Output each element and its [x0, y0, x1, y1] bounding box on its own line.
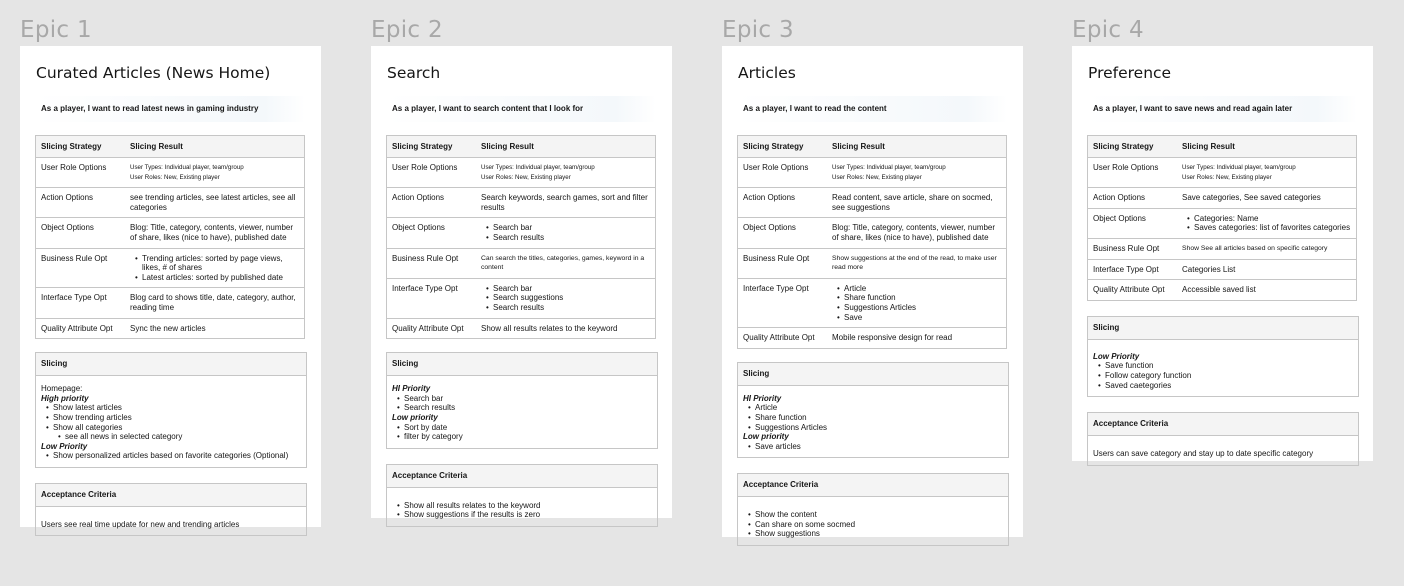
acceptance-title: Acceptance Criteria	[387, 465, 657, 488]
row-key: Business Rule Opt	[738, 248, 828, 278]
header-result: Slicing Result	[1177, 136, 1357, 158]
list-item: • filter by category	[404, 432, 652, 442]
slicing-title: Slicing	[1088, 317, 1358, 340]
row-key: Action Options	[387, 188, 477, 218]
acceptance-title: Acceptance Criteria	[36, 484, 306, 507]
header-strategy: Slicing Strategy	[36, 136, 126, 158]
row-key: User Role Options	[387, 158, 477, 188]
acceptance-box	[386, 464, 658, 527]
low-priority-label: Low Priority	[41, 441, 88, 451]
table-row	[387, 158, 656, 188]
row-value: Show all results relates to the keyword	[476, 318, 656, 339]
table-row	[36, 288, 305, 318]
table-row	[738, 328, 1007, 349]
slicing-body	[36, 376, 306, 467]
row-value: Blog: Title, category, contents, viewer, number of share, likes (nice to have), published date	[827, 218, 1007, 248]
slicing-table	[386, 135, 656, 339]
row-key: Object Options	[1088, 208, 1178, 238]
list-item: • Saved caetegories	[1105, 381, 1353, 391]
list-item: • Share function	[844, 293, 1001, 303]
table-row	[36, 188, 305, 218]
user-types: User Types: Individual player, team/group	[832, 164, 946, 171]
acceptance-box	[1087, 412, 1359, 466]
card-title: Curated Articles (News Home)	[36, 64, 271, 82]
list-item: • Show suggestions if the results is zero	[404, 510, 652, 520]
list-item: • Follow category function	[1105, 371, 1353, 381]
row-value	[476, 278, 656, 318]
slicing-box	[1087, 316, 1359, 397]
row-key: Object Options	[387, 218, 477, 248]
row-key: Business Rule Opt	[1088, 238, 1178, 259]
slicing-box	[386, 352, 658, 449]
list-item: • Show the content	[755, 510, 1003, 520]
card-title: Preference	[1088, 64, 1172, 82]
row-value	[1177, 208, 1357, 238]
user-types: User Types: Individual player, team/group	[481, 164, 595, 171]
header-result: Slicing Result	[827, 136, 1007, 158]
card-title: Articles	[738, 64, 796, 82]
table-row	[1088, 280, 1357, 301]
list-item: • Suggestions Articles	[755, 423, 1003, 433]
slicing-box	[737, 362, 1009, 459]
row-key: Interface Type Opt	[1088, 259, 1178, 280]
table-row	[738, 278, 1007, 327]
user-story: As a player, I want to save news and read again later	[1087, 96, 1357, 122]
low-priority-label: Low priority	[392, 412, 438, 422]
row-key: Quality Attribute Opt	[387, 318, 477, 339]
row-value: Can search the titles, categories, games, keyword in a content	[476, 248, 656, 278]
row-key: User Role Options	[36, 158, 126, 188]
row-value: see trending articles, see latest articles, see all categories	[125, 188, 305, 218]
list-item: • Show latest articles	[53, 403, 301, 413]
row-key: Interface Type Opt	[36, 288, 126, 318]
row-value	[1177, 158, 1357, 188]
list-item: • Sort by date	[404, 423, 652, 433]
slicing-table	[35, 135, 305, 339]
row-value	[125, 248, 305, 288]
table-row	[36, 248, 305, 288]
list-item: • Search bar	[493, 284, 650, 294]
user-story: As a player, I want to search content that I look for	[386, 96, 656, 122]
acceptance-body	[387, 488, 657, 526]
table-header-row	[738, 136, 1007, 158]
acceptance-box	[35, 483, 307, 537]
list-item: • Show suggestions	[755, 529, 1003, 539]
low-priority-label: Low Priority	[1093, 351, 1140, 361]
list-item: • Trending articles: sorted by page views, likes, # of shares	[142, 254, 299, 273]
user-types: User Types: Individual player, team/group	[1182, 164, 1296, 171]
slicing-title: Slicing	[36, 353, 306, 376]
row-key: Action Options	[36, 188, 126, 218]
list-item: • Categories: Name	[1194, 214, 1351, 224]
list-item: • Suggestions Articles	[844, 303, 1001, 313]
row-key: Object Options	[738, 218, 828, 248]
list-item: • Show all categories	[53, 423, 301, 433]
epic-card	[20, 46, 321, 527]
row-value: Sync the new articles	[125, 318, 305, 339]
table-row	[1088, 238, 1357, 259]
user-roles: User Roles: New, Existing player	[1182, 173, 1272, 181]
slicing-title: Slicing	[387, 353, 657, 376]
list-item: • Show all results relates to the keyword	[404, 501, 652, 511]
slicing-table	[737, 135, 1007, 349]
row-value: Accessible saved list	[1177, 280, 1357, 301]
table-row	[1088, 188, 1357, 209]
header-strategy: Slicing Strategy	[738, 136, 828, 158]
table-row	[738, 158, 1007, 188]
list-item: • Search results	[493, 233, 650, 243]
row-value	[125, 158, 305, 188]
user-roles: User Roles: New, Existing player	[832, 173, 922, 181]
table-row	[387, 188, 656, 218]
row-key: Interface Type Opt	[738, 278, 828, 327]
table-row	[36, 218, 305, 248]
list-item: • Share function	[755, 413, 1003, 423]
slicing-body	[1088, 340, 1358, 396]
row-value: Read content, save article, share on socmed, see suggestions	[827, 188, 1007, 218]
row-key: Action Options	[1088, 188, 1178, 209]
row-key: User Role Options	[738, 158, 828, 188]
sub-list-item: • see all news in selected category	[65, 432, 301, 442]
row-key: Business Rule Opt	[387, 248, 477, 278]
list-item: • Can share on some socmed	[755, 520, 1003, 530]
list-item: • Search suggestions	[493, 293, 650, 303]
table-row	[36, 318, 305, 339]
header-strategy: Slicing Strategy	[387, 136, 477, 158]
table-row	[387, 278, 656, 318]
row-value: Search keywords, search games, sort and filter results	[476, 188, 656, 218]
slicing-title: Slicing	[738, 363, 1008, 386]
list-item: • Search bar	[493, 223, 650, 233]
row-key: Business Rule Opt	[36, 248, 126, 288]
list-item: • Search results	[404, 403, 652, 413]
table-header-row	[36, 136, 305, 158]
list-item: • Article	[844, 284, 1001, 294]
row-key: User Role Options	[1088, 158, 1178, 188]
row-value: Save categories, See saved categories	[1177, 188, 1357, 209]
header-result: Slicing Result	[476, 136, 656, 158]
epic-card	[371, 46, 672, 518]
row-key: Quality Attribute Opt	[36, 318, 126, 339]
row-key: Action Options	[738, 188, 828, 218]
acceptance-box	[737, 473, 1009, 546]
slicing-intro: Homepage:	[41, 384, 83, 394]
table-row	[1088, 158, 1357, 188]
user-story: As a player, I want to read latest news in gaming industry	[35, 96, 305, 122]
table-row	[36, 158, 305, 188]
card-title: Search	[387, 64, 441, 82]
row-value: Categories List	[1177, 259, 1357, 280]
epic-label: Epic 3	[722, 17, 794, 43]
high-priority-label: HI Priority	[392, 384, 431, 394]
table-row	[387, 248, 656, 278]
row-value: Show See all articles based on specific category	[1177, 238, 1357, 259]
row-key: Quality Attribute Opt	[738, 328, 828, 349]
epic-label: Epic 1	[20, 17, 92, 43]
list-item: • Save function	[1105, 361, 1353, 371]
user-story: As a player, I want to read the content	[737, 96, 1007, 122]
slicing-body	[387, 376, 657, 448]
list-item: • Search bar	[404, 394, 652, 404]
list-item: • Search results	[493, 303, 650, 313]
list-item: • Save articles	[755, 442, 1003, 452]
user-roles: User Roles: New, Existing player	[481, 173, 571, 181]
table-row	[387, 318, 656, 339]
row-key: Quality Attribute Opt	[1088, 280, 1178, 301]
row-value	[476, 158, 656, 188]
list-item: • Saves categories: list of favorites categories	[1194, 223, 1351, 233]
row-value: Blog: Title, category, contents, viewer, number of share, likes (nice to have), published date	[125, 218, 305, 248]
table-header-row	[387, 136, 656, 158]
slicing-table	[1087, 135, 1357, 301]
table-row	[738, 248, 1007, 278]
epic-card	[722, 46, 1023, 537]
low-priority-label: Low priority	[743, 432, 789, 442]
table-row	[738, 188, 1007, 218]
acceptance-title: Acceptance Criteria	[738, 474, 1008, 497]
list-item: • Save	[844, 313, 1001, 323]
row-value: Mobile responsive design for read	[827, 328, 1007, 349]
row-value	[827, 278, 1007, 327]
header-result: Slicing Result	[125, 136, 305, 158]
table-row	[387, 218, 656, 248]
row-value	[827, 158, 1007, 188]
list-item: • Article	[755, 403, 1003, 413]
user-roles: User Roles: New, Existing player	[130, 173, 220, 181]
high-priority-label: HI Priority	[743, 393, 782, 403]
user-types: User Types: Individual player, team/group	[130, 164, 244, 171]
slicing-body	[738, 386, 1008, 458]
list-item: • Show personalized articles based on favorite categories (Optional)	[53, 451, 301, 461]
epic-label: Epic 2	[371, 17, 443, 43]
table-row	[1088, 208, 1357, 238]
row-value	[476, 218, 656, 248]
list-item: • Show trending articles	[53, 413, 301, 423]
row-key: Object Options	[36, 218, 126, 248]
acceptance-text: Users can save category and stay up to date specific category	[1093, 449, 1314, 459]
table-header-row	[1088, 136, 1357, 158]
header-strategy: Slicing Strategy	[1088, 136, 1178, 158]
high-priority-label: High priority	[41, 393, 89, 403]
acceptance-title: Acceptance Criteria	[1088, 413, 1358, 436]
row-value: Blog card to shows title, date, category, author, reading time	[125, 288, 305, 318]
slicing-box	[35, 352, 307, 468]
table-row	[738, 218, 1007, 248]
acceptance-text: Users see real time update for new and trending articles	[41, 519, 240, 529]
table-row	[1088, 259, 1357, 280]
epic-card	[1072, 46, 1373, 461]
epic-label: Epic 4	[1072, 17, 1144, 43]
list-item: • Latest articles: sorted by published date	[142, 273, 299, 283]
row-value: Show suggestions at the end of the read, to make user read more	[827, 248, 1007, 278]
row-key: Interface Type Opt	[387, 278, 477, 318]
acceptance-body	[738, 497, 1008, 545]
